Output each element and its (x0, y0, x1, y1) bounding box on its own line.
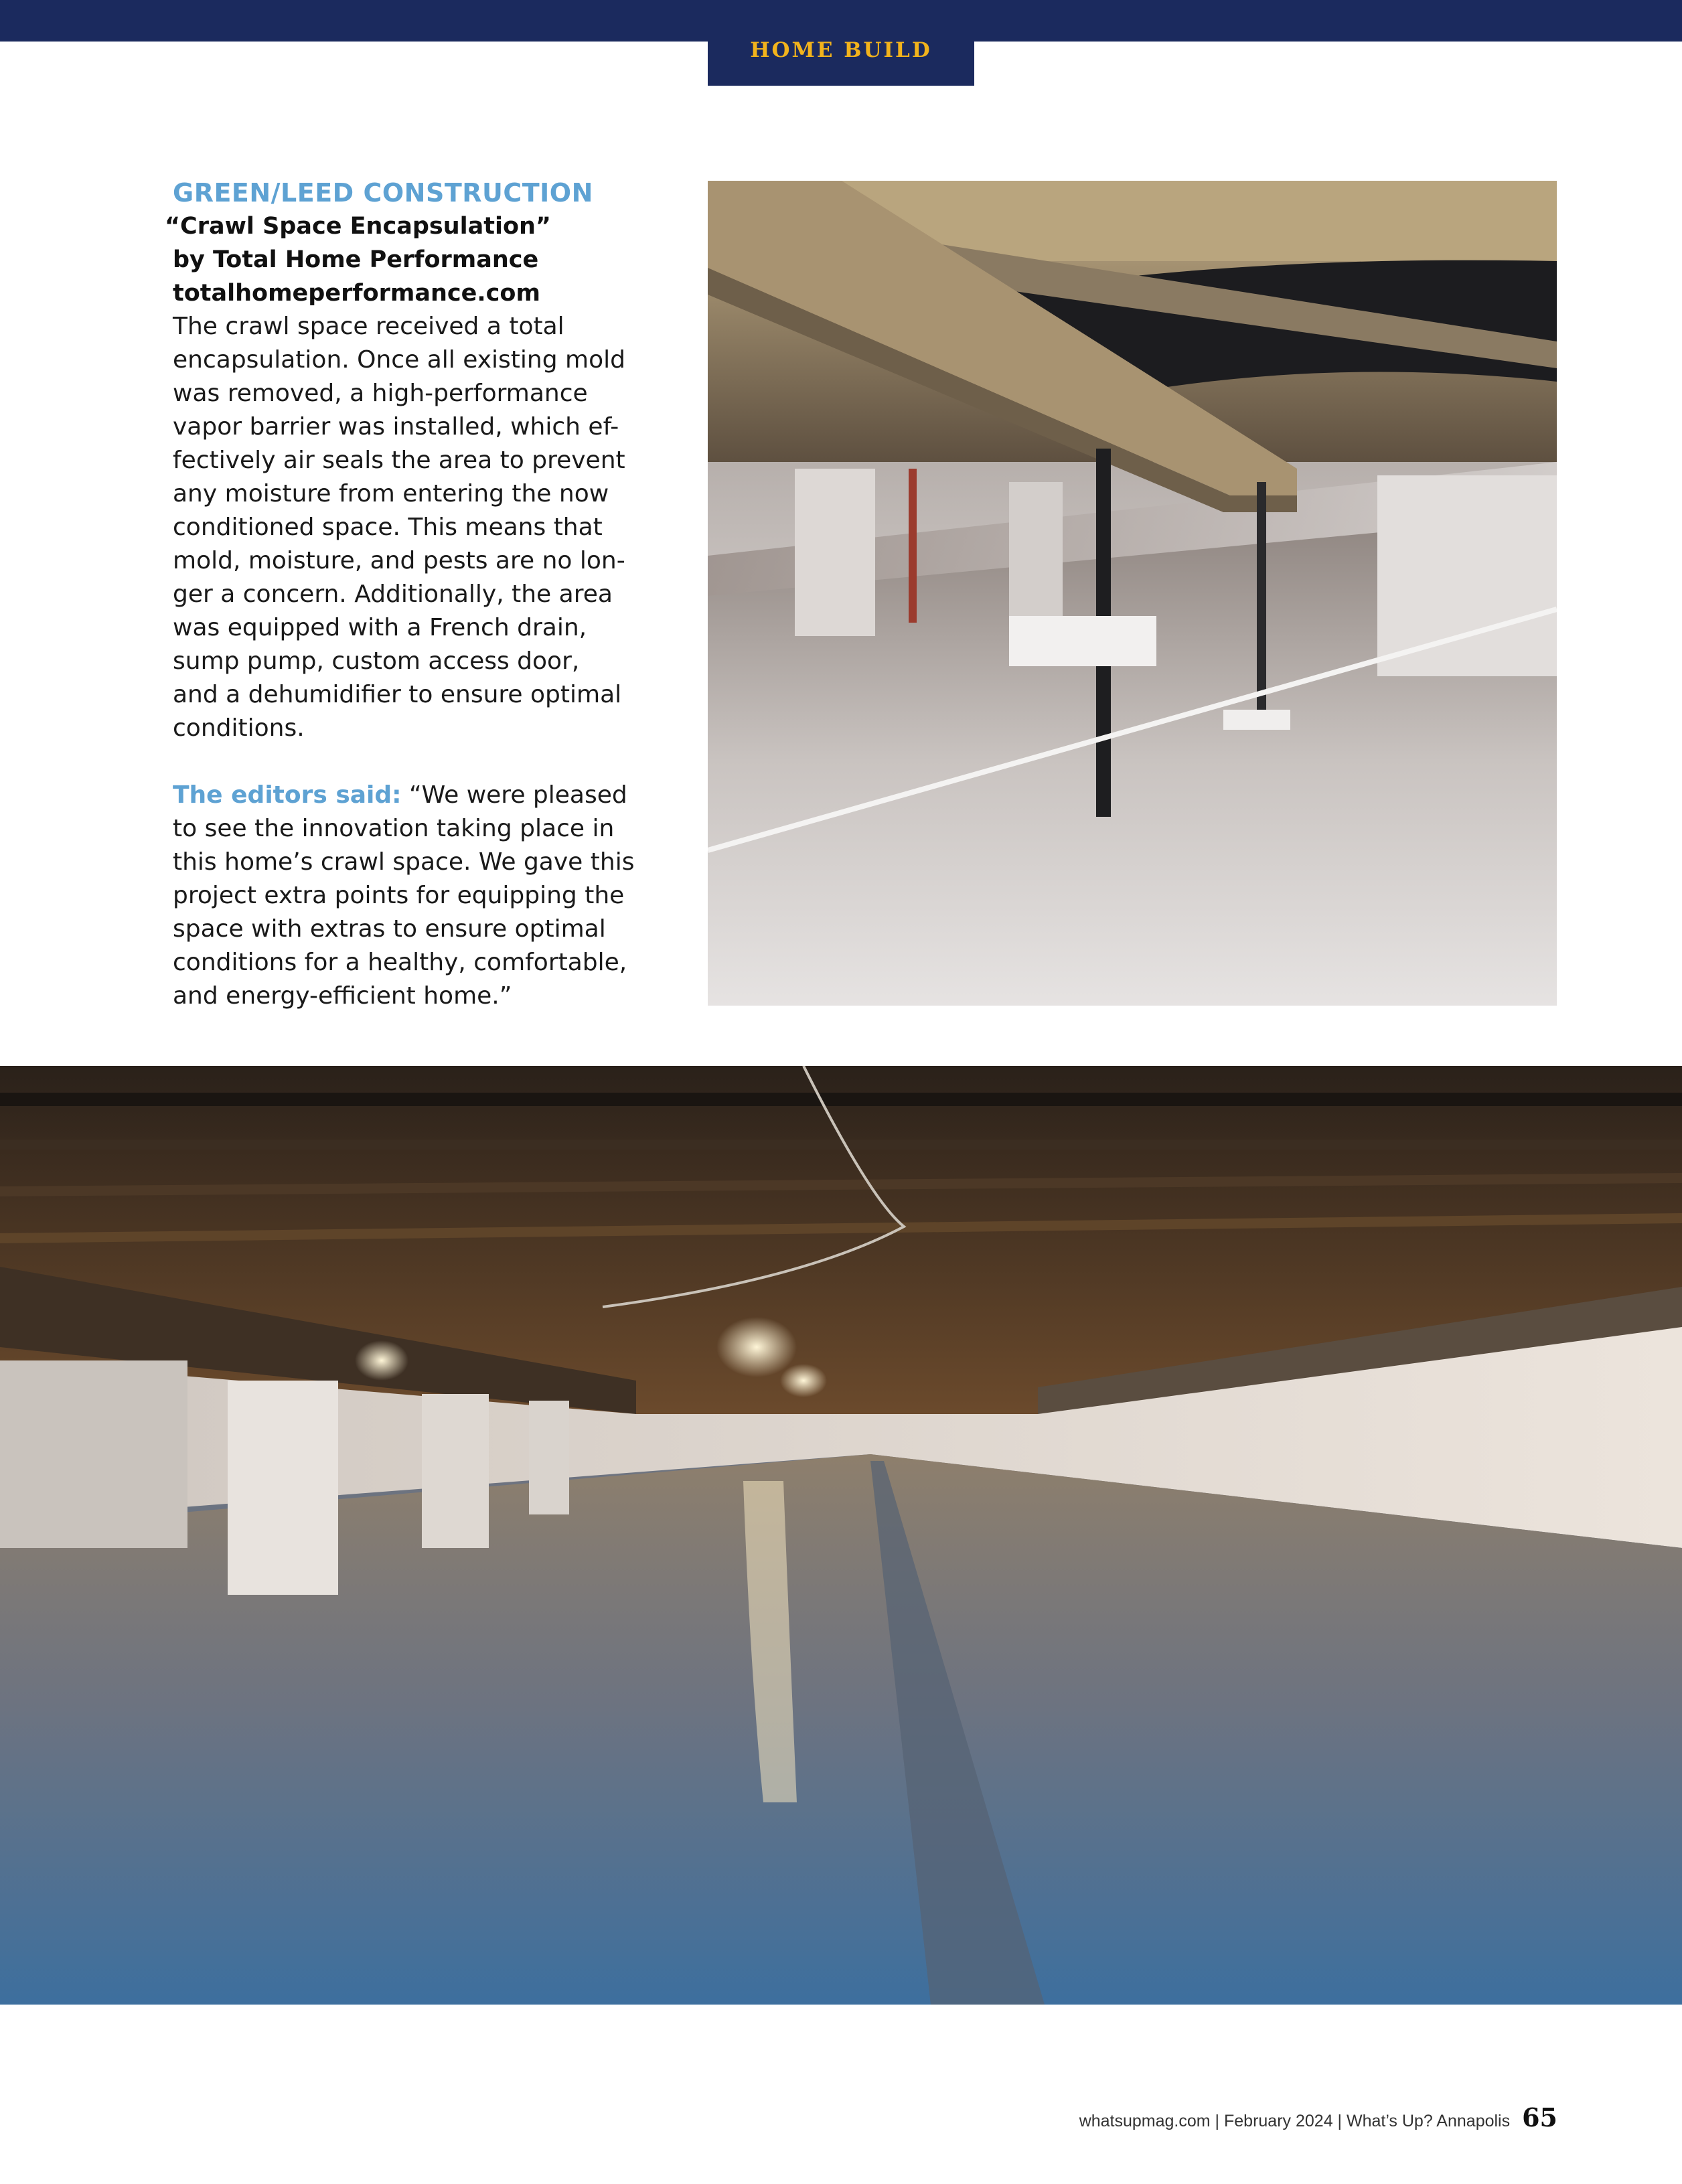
editors-line: conditions for a healthy, comfortable, (173, 949, 627, 976)
section-tab (708, 0, 974, 86)
body-line: conditioned space. This means that (173, 514, 603, 541)
body-line: sump pump, custom access door, (173, 647, 580, 675)
body-line: fectively air seals the area to prevent (173, 447, 625, 474)
editors-line: this home’s crawl space. We gave this (173, 848, 635, 876)
footer-text: whatsupmag.com | February 2024 | What’s Up? Annapolis (1079, 2112, 1511, 2130)
editors-line: and energy-efficient home.” (173, 982, 512, 1010)
body-line: was removed, a high-performance (173, 380, 588, 407)
body-line: The crawl space received a total (173, 313, 564, 340)
editors-comment (173, 779, 641, 1013)
body-line: any moisture from entering the now (173, 480, 609, 508)
body-line: encapsulation. Once all existing mold (173, 346, 625, 374)
editors-line: space with extras to ensure optimal (173, 915, 606, 943)
article-body (173, 310, 641, 745)
crawl-space-photo-bottom (0, 1066, 1682, 2005)
page-number: 65 (1522, 2102, 1557, 2132)
editors-label: The editors said: (173, 781, 402, 809)
project-title: “Crawl Space Encapsulation” (165, 213, 551, 240)
byline: by Total Home Performance (173, 246, 539, 273)
body-line: mold, moisture, and pests are no lon- (173, 547, 625, 574)
editors-line (173, 779, 641, 812)
award-category: GREEN/LEED CONSTRUCTION (173, 178, 593, 208)
body-line: vapor barrier was installed, which ef- (173, 413, 619, 441)
crawl-space-photo-top (708, 181, 1557, 1006)
article-text (165, 176, 641, 1013)
page-footer (1079, 2102, 1557, 2132)
editors-quote-start: “We were pleased (401, 781, 627, 809)
editors-line: to see the innovation taking place in (173, 815, 615, 842)
editors-line: project extra points for equipping the (173, 882, 625, 909)
body-line: conditions. (173, 714, 305, 742)
body-line: was equipped with a French drain, (173, 614, 587, 641)
body-line: and a dehumidifier to ensure optimal (173, 681, 622, 708)
website-link[interactable]: totalhomeperformance.com (173, 280, 540, 307)
section-label: HOME BUILD (750, 38, 932, 62)
body-line: ger a concern. Additionally, the area (173, 580, 613, 608)
